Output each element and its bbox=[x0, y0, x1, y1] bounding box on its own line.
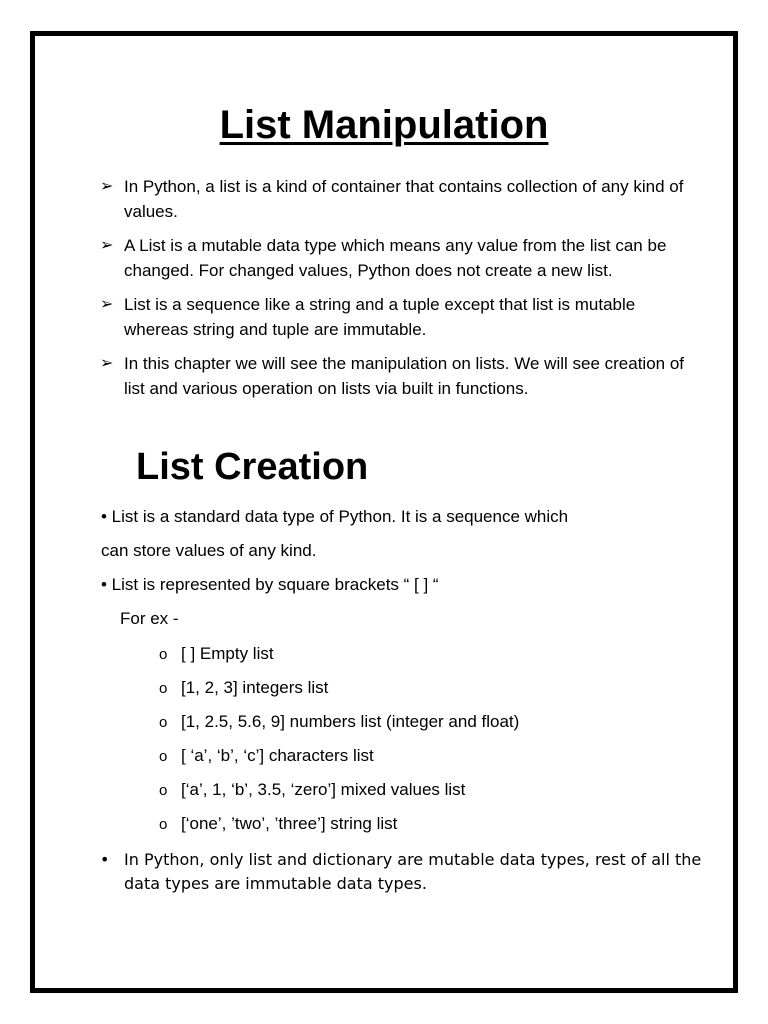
arrow-bullet-icon: ➢ bbox=[100, 237, 114, 254]
arrow-item-text: In Python, a list is a kind of container that contains collection of any kind of values. bbox=[124, 177, 684, 221]
arrow-item-text: In this chapter we will see the manipulation on lists. We will see creation of list and various operation on lists via built in functions. bbox=[124, 354, 685, 398]
example-item bbox=[159, 744, 519, 778]
example-item bbox=[159, 676, 519, 710]
circle-bullet-icon: o bbox=[159, 782, 168, 799]
bullet-dot-icon: • bbox=[100, 850, 110, 869]
circle-bullet-icon: o bbox=[159, 646, 168, 663]
arrow-bullet-icon: ➢ bbox=[100, 355, 114, 372]
creation-text-line: can store values of any kind. bbox=[101, 541, 317, 560]
arrow-bullet-icon: ➢ bbox=[100, 178, 114, 195]
example-label: For ex - bbox=[120, 609, 179, 628]
example-item bbox=[159, 642, 519, 676]
arrow-list-item bbox=[100, 351, 700, 401]
example-text: [‘one’, ’two’, ’three’] string list bbox=[181, 814, 398, 833]
final-note bbox=[100, 848, 724, 896]
creation-text-line: • List is represented by square brackets “ [ ] “ bbox=[101, 575, 439, 594]
example-text: [1, 2, 3] integers list bbox=[181, 678, 329, 697]
example-list bbox=[159, 642, 519, 846]
page-title bbox=[0, 99, 768, 151]
example-item bbox=[159, 812, 519, 846]
example-text: [‘a’, 1, ‘b’, 3.5, ‘zero’] mixed values list bbox=[181, 780, 466, 799]
final-note-text: In Python, only list and dictionary are mutable data types, rest of all the data types are immutable data types. bbox=[124, 850, 702, 893]
arrow-item-text: A List is a mutable data type which means any value from the list can be changed. For changed values, Python does not create a new list. bbox=[124, 236, 667, 280]
arrow-bullet-icon: ➢ bbox=[100, 296, 114, 313]
page-title-text: List Manipulation bbox=[219, 103, 549, 147]
section-heading: List Creation bbox=[136, 446, 369, 488]
circle-bullet-icon: o bbox=[159, 816, 168, 833]
circle-bullet-icon: o bbox=[159, 680, 168, 697]
example-text: [1, 2.5, 5.6, 9] numbers list (integer and float) bbox=[181, 712, 520, 731]
creation-text-line: • List is a standard data type of Python. It is a sequence which bbox=[101, 507, 569, 526]
example-item bbox=[159, 778, 519, 812]
arrow-item-text: List is a sequence like a string and a tuple except that list is mutable whereas string and tuple are immutable. bbox=[124, 295, 636, 339]
example-item bbox=[159, 710, 519, 744]
arrow-list-item bbox=[100, 292, 700, 342]
arrow-list-item bbox=[100, 174, 700, 224]
example-text: [ ‘a’, ‘b’, ‘c’] characters list bbox=[181, 746, 374, 765]
circle-bullet-icon: o bbox=[159, 714, 168, 731]
example-text: [ ] Empty list bbox=[181, 644, 274, 663]
arrow-bullet-list bbox=[100, 174, 700, 410]
arrow-list-item bbox=[100, 233, 700, 283]
circle-bullet-icon: o bbox=[159, 748, 168, 765]
